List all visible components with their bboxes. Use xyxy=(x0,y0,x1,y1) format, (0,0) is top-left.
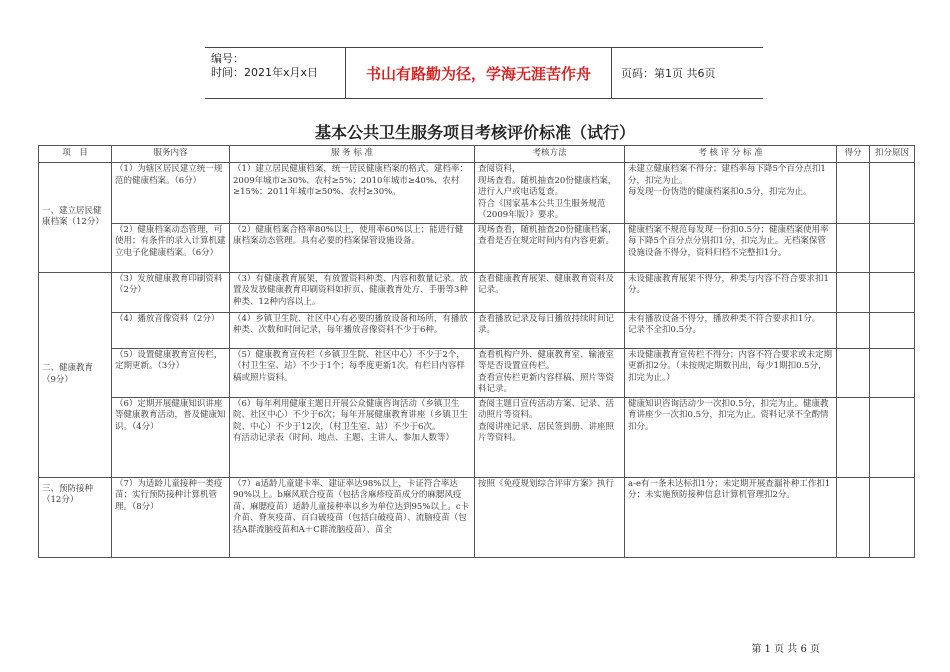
page-title: 基本公共卫生服务项目考核评价标准（试行） xyxy=(314,123,635,142)
category-vaccination: 三、预防接种 （12分） xyxy=(39,477,112,557)
cell-content: （3）发放健康教育印刷资料（2分） xyxy=(112,272,230,312)
cell-reason[interactable] xyxy=(870,272,915,312)
cell-standard: （1）建立居民健康档案，统一居民健康档案的格式。建档率：2009年城市≥30%、农村≥5%；2010年城市≥40%、农村≥15%；2011年城市≥50%、农村≥30%。 xyxy=(230,163,475,224)
cell-score[interactable] xyxy=(837,477,870,557)
col-header-reason: 扣分原因 xyxy=(870,146,915,163)
cell-reason[interactable] xyxy=(870,397,915,477)
number-label: 编号： xyxy=(211,52,244,65)
cell-content: （5）设置健康教育宣传栏，定期更新。（3分） xyxy=(112,348,230,397)
cell-reason[interactable] xyxy=(870,223,915,272)
cell-reason[interactable] xyxy=(870,348,915,397)
header-page-info: 页码：第1页 共6页 xyxy=(621,67,716,80)
cell-score[interactable] xyxy=(837,272,870,312)
cell-scoring: a-e有一条未达标扣1分；未定期开展查漏补种工作扣1分；未实施预防接种信息计算机管理扣2分。 xyxy=(625,477,837,557)
cell-method: 查看机构户外、健康教育室、输液室等是否设置宣传栏。 查看宣传栏更新内容样稿、照片等资料记录。 xyxy=(475,348,625,397)
cell-scoring: 健康知识咨询活动少一次扣0.5分，扣完为止。健康教育讲座少一次扣0.5分，扣完为止。资料记录不全酌情扣分。 xyxy=(625,397,837,477)
col-header-standard: 服 务 标 准 xyxy=(230,146,475,163)
cell-method: 按照《免疫规划综合评审方案》执行 xyxy=(475,477,625,557)
cell-content: （1）为辖区居民建立统一规范的健康档案。（6分） xyxy=(112,163,230,224)
category-health-education: 二、健康教育 （9分） xyxy=(39,272,112,477)
cell-reason[interactable] xyxy=(870,477,915,557)
cell-method: 查看播放记录及每日播放持续时间记录。 xyxy=(475,312,625,348)
cell-scoring: 未有播放设备不得分，播放种类不符合要求扣1分。 记录不全扣0.5分。 xyxy=(625,312,837,348)
table-header-row xyxy=(39,146,915,163)
cell-standard: （7）a适龄儿童建卡率、建证率达98%以上，卡证符合率达90%以上。b麻风联合疫苗（包括含麻疹疫苗成分的麻腮风疫苗、麻腮疫苗）适龄儿童接种率以乡为单位达到95%以上。c卡介苗、脊灰疫苗、百白破疫苗（包括白破疫苗）、流脑疫苗（包括A群流脑疫苗和A＋C群流脑疫苗）、苗全 xyxy=(230,477,475,557)
cell-score[interactable] xyxy=(837,397,870,477)
header-meta xyxy=(205,48,345,98)
cell-scoring: 未建立健康档案不得分；建档率每下降5个百分点扣1分，扣完为止。 每发现一份伪造的健康档案扣0.5分，扣完为止。 xyxy=(625,163,837,224)
col-header-item: 项 目 xyxy=(39,146,112,163)
cell-content: （7）为适龄儿童接种一类疫苗；实行预防接种计算机管理。（8分） xyxy=(112,477,230,557)
cell-content: （6）定期开展健康知识讲座等健康教育活动，普及健康知识。（4分） xyxy=(112,397,230,477)
table-row xyxy=(39,348,915,397)
cell-score[interactable] xyxy=(837,163,870,224)
cell-content: （2）健康档案动态管理，可使用；有条件的录入计算机建立电子化健康档案。（6分） xyxy=(112,223,230,272)
col-header-score: 得分 xyxy=(837,146,870,163)
category-health-records: 一、建立居民健康档案（12分） xyxy=(39,163,112,273)
document-header xyxy=(205,47,763,99)
cell-content: （4）播放音像资料（2分） xyxy=(112,312,230,348)
table-row xyxy=(39,397,915,477)
cell-standard: （6）每年利用健康主题日开展公众健康咨询活动（乡镇卫生院、社区中心）不少于6次；每年开展健康教育讲座（乡镇卫生院、中心）不少于12次，（村卫生室、站）不少于6次。 有活动记录表（时间、地点、主题、主讲人、参加人数等） xyxy=(230,397,475,477)
table-row xyxy=(39,272,915,312)
cell-method: 查阅主题日宣传活动方案、记录、活动照片等资料。 查阅讲座记录、居民签到册、讲座照片等资料。 xyxy=(475,397,625,477)
col-header-scoring: 考 核 评 分 标 准 xyxy=(625,146,837,163)
cell-reason[interactable] xyxy=(870,163,915,224)
cell-method: 现场查看，随机抽查20份健康档案，查看是否在规定时间内有内容更新。 xyxy=(475,223,625,272)
cell-standard: （4）乡镇卫生院、社区中心有必要的播放设备和场所，有播放种类、次数和时间记录，每年播放音像资料不少于6种。 xyxy=(230,312,475,348)
table-row xyxy=(39,163,915,224)
cell-standard: （3）有健康教育展架，有放置资料种类、内容和数量记录。放置及发放健康教育印刷资料如折页、健康教育处方、手册等3种种类、12种内容以上。 xyxy=(230,272,475,312)
page-footer: 第 1 页 共 6 页 xyxy=(751,644,820,655)
table-row xyxy=(39,312,915,348)
cell-method: 查看健康教育展架、健康教育资料及记录。 xyxy=(475,272,625,312)
header-motto: 书山有路勤为径，学海无涯苦作舟 xyxy=(345,48,612,98)
cell-scoring: 健康档案不规范每发现一份扣0.5分；健康档案使用率每下降5个百分点分别扣1分，扣完为止。无档案保管设施设备不得分，资料归档不完整扣1分。 xyxy=(625,223,837,272)
cell-reason[interactable] xyxy=(870,312,915,348)
cell-standard: （2）健康档案合格率80%以上，使用率60%以上；能进行健康档案动态管理。具有必要的档案保管设施设备。 xyxy=(230,223,475,272)
cell-standard: （5）健康教育宣传栏（乡镇卫生院、社区中心）不少于2个，（村卫生室、站）不少于1个；每季度更新1次。有栏目内容样稿或照片资料。 xyxy=(230,348,475,397)
evaluation-table xyxy=(38,145,915,558)
table-row xyxy=(39,223,915,272)
col-header-method: 考核方法 xyxy=(475,146,625,163)
cell-scoring: 未设健康教育展架不得分，种类与内容不符合要求扣1分。 xyxy=(625,272,837,312)
cell-scoring: 未设健康教育宣传栏不得分；内容不符合要求或未定期更新扣2分。（未按规定期数刊出，每少1期扣0.5分，扣完为止。） xyxy=(625,348,837,397)
col-header-content: 服务内容 xyxy=(112,146,230,163)
cell-score[interactable] xyxy=(837,312,870,348)
time-label: 时间：2021年x月x日 xyxy=(211,66,319,79)
table-row xyxy=(39,477,915,557)
cell-score[interactable] xyxy=(837,348,870,397)
cell-score[interactable] xyxy=(837,223,870,272)
cell-method: 查阅资料， 现场查看。随机抽查20份健康档案，进行入户或电话复查。 符合《国家基本公共卫生服务规范（2009年版）》要求。 xyxy=(475,163,625,224)
